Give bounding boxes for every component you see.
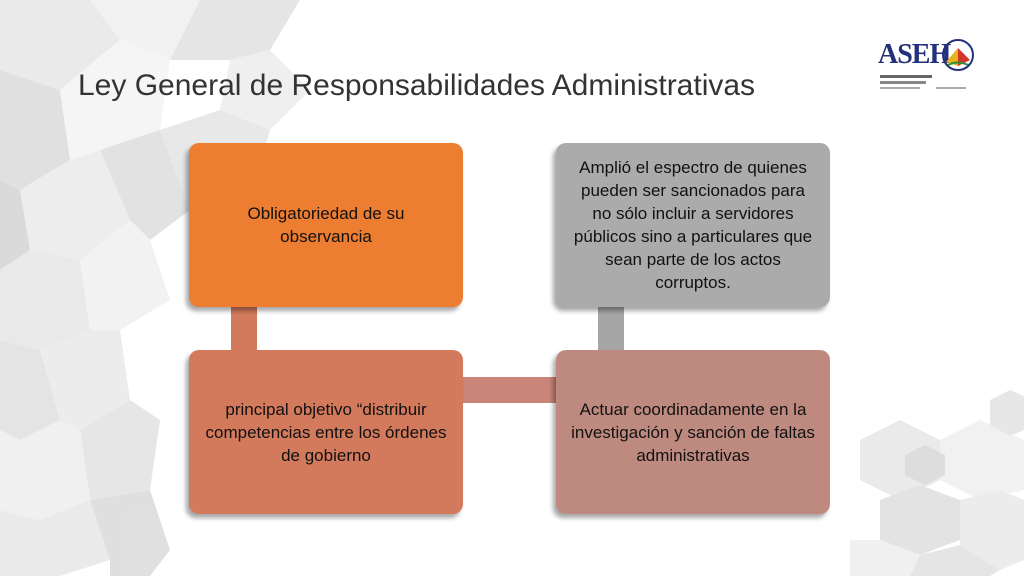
slide-title: Ley General de Responsabilidades Administrativas: [78, 69, 756, 102]
aseh-logo: [876, 36, 976, 96]
connector-left-vertical: [231, 305, 257, 353]
logo-text: ASEH: [878, 39, 951, 70]
aseh-logo-book-icon: [940, 38, 976, 72]
logo-subtitle-lines: [880, 74, 970, 92]
box-obligatoriedad: Obligatoriedad de su observancia: [189, 143, 463, 307]
box-actuar-coordinadamente: Actuar coordinadamente en la investigación y sanción de faltas administrativas: [556, 350, 830, 514]
box-amplio-espectro: Amplió el espectro de quienes pueden ser sancionados para no sólo incluir a servidores públicos sino a particulares que sean parte de los actos corruptos.: [556, 143, 830, 307]
connector-middle-horizontal: [463, 377, 557, 403]
connector-right-vertical: [598, 305, 624, 353]
box-principal-objetivo: principal objetivo “distribuir competencias entre los órdenes de gobierno: [189, 350, 463, 514]
